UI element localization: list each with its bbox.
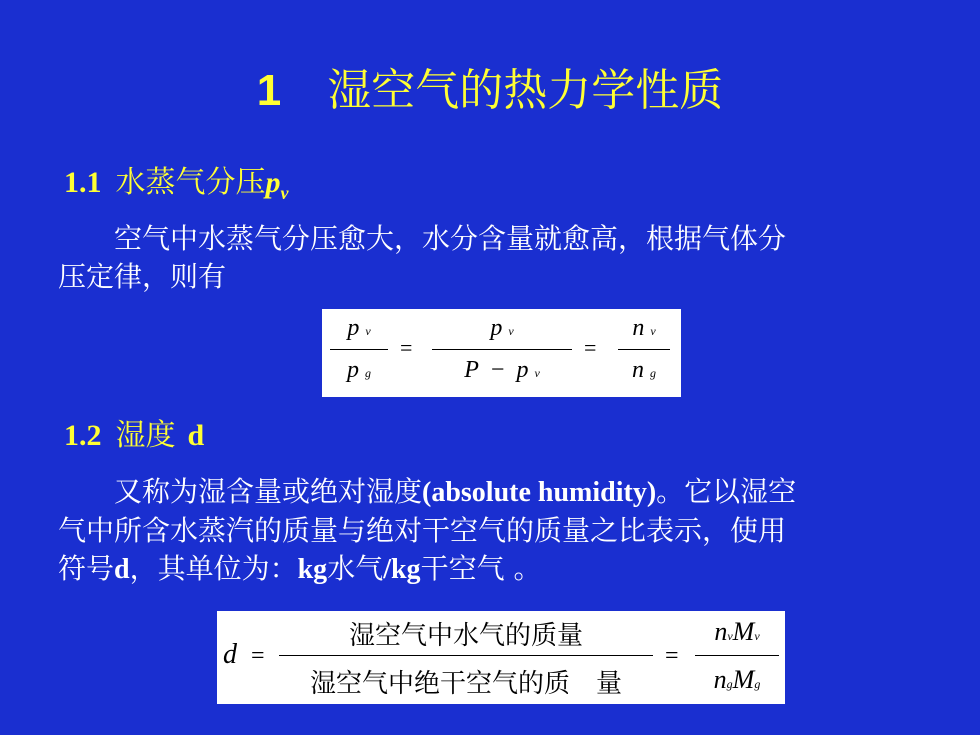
fraction-pv-P-minus-pv: p v [490, 315, 514, 341]
equals-sign: = [584, 335, 597, 360]
equals-sign: = [400, 335, 413, 360]
lhs-d: d [223, 639, 237, 670]
section-label: 湿度 [115, 418, 176, 453]
section-heading-1-2 [64, 410, 204, 454]
fraction-bar [279, 655, 653, 656]
equals-sign: = [665, 643, 679, 669]
section-number: 1.1 [64, 166, 102, 199]
paragraph-line: 压定律，则有 [58, 260, 227, 293]
title-text: 湿空气的热力学性质 [327, 65, 724, 116]
equals-sign: = [251, 643, 265, 669]
fraction-numerator-text: 湿空气中水气的质量 [348, 621, 583, 651]
section-symbol: $p_v$ [265, 166, 289, 203]
paragraph-line: 气中所含水蒸汽的质量与绝对干空气的质量之比表示，使用 [58, 514, 787, 547]
fraction-nv-ng: n v [632, 315, 656, 341]
paragraph-line: 空气中水蒸气分压愈大，水分含量就愈高，根据气体分 [114, 222, 787, 255]
fraction-denominator-text: 湿空气中绝干空气的质 量 [309, 669, 622, 699]
fraction-bar [618, 349, 670, 350]
section-label: 水蒸气分压 [115, 165, 266, 200]
fraction-pv-pg: p v [347, 315, 371, 341]
section-letter: d [187, 419, 205, 452]
formula-partial-pressure: p v p g = p v P − p v = n v n g [322, 309, 681, 397]
fraction-bar [330, 349, 388, 350]
title-number: 1 [256, 66, 282, 115]
formula-humidity [217, 611, 785, 704]
fraction-bar [432, 349, 572, 350]
paragraph-line: 又称为湿含量或绝对湿度(absolute humidity)。它以湿空 [114, 475, 797, 508]
fraction-nvMv: nvMv [714, 617, 760, 646]
fraction-ngMg: ngMg [713, 665, 761, 694]
paragraph-line: 符号d，其单位为：kg水气/kg干空气 。 [58, 552, 542, 585]
paragraph-1-1 [58, 220, 938, 296]
slide-title [0, 54, 980, 118]
paragraph-1-2 [58, 473, 948, 589]
section-heading-1-1 [64, 157, 289, 204]
section-number: 1.2 [64, 419, 102, 452]
fraction-bar [695, 655, 779, 656]
